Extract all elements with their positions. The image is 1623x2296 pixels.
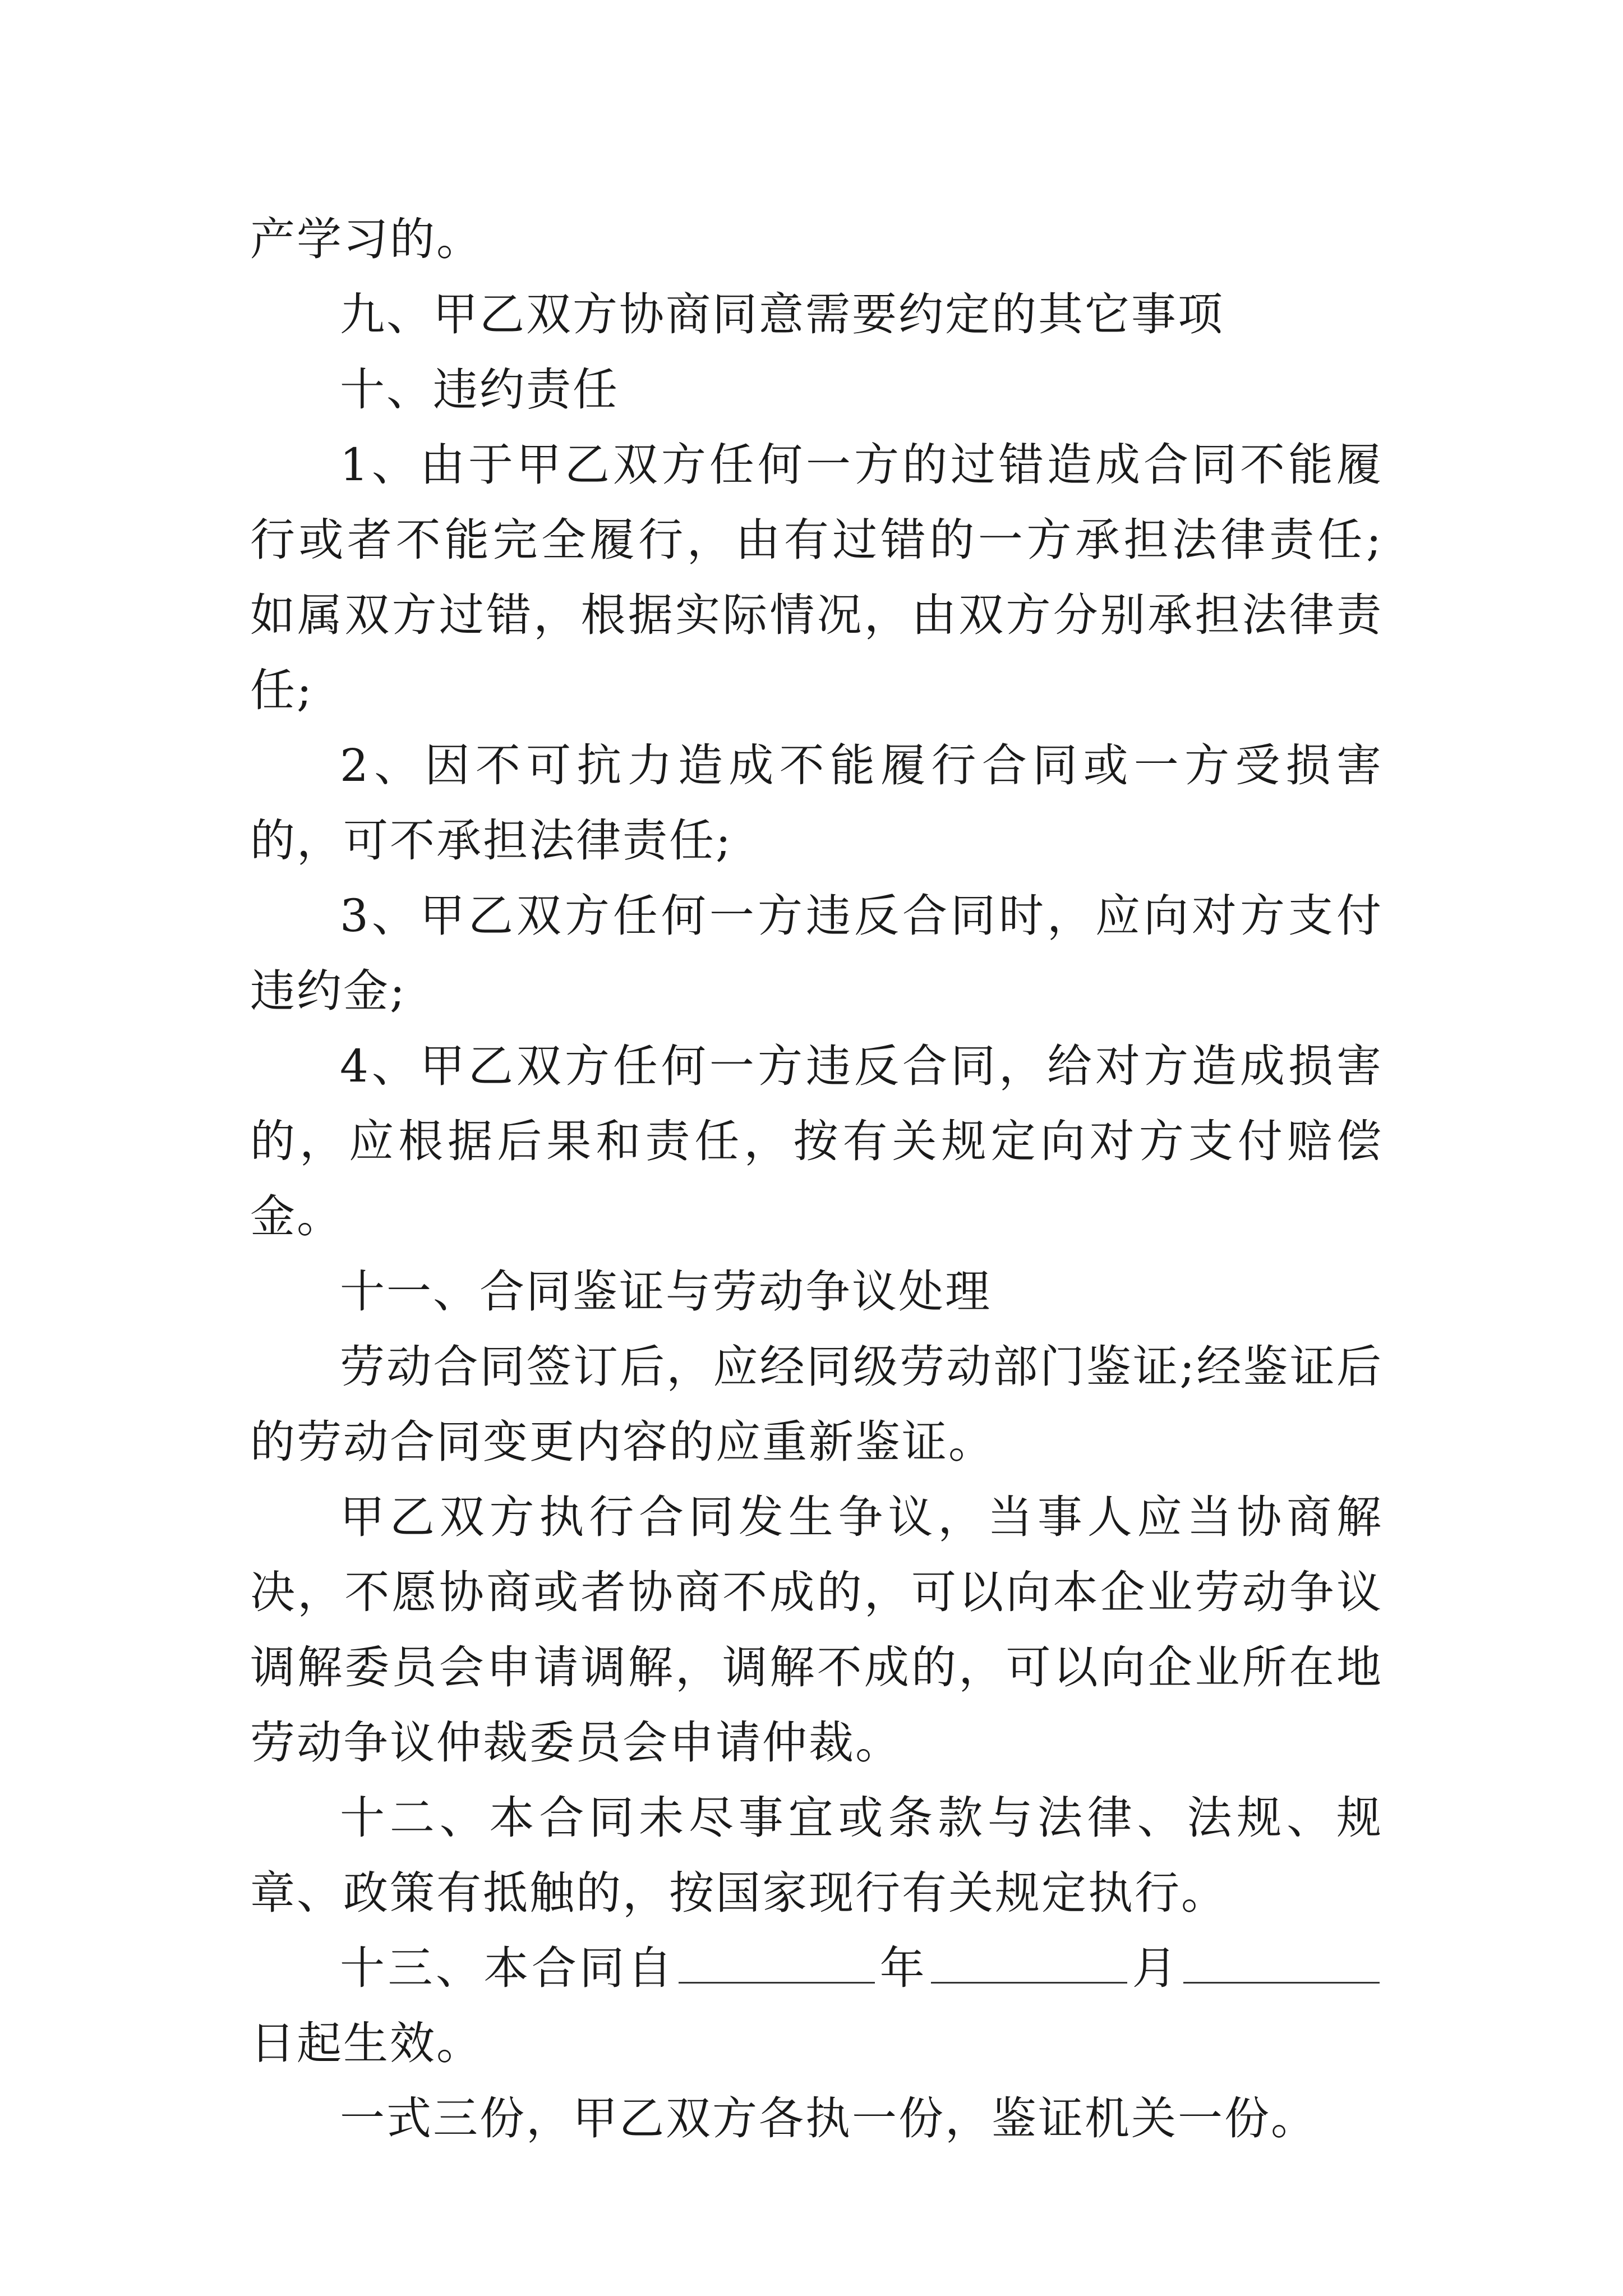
clause-10-item-4: 4、甲乙双方任何一方违反合同，给对方造成损害的，应根据后果和责任，按有关规定向对方支付赔偿金。 — [250, 1040, 1383, 1243]
day-label: 日 — [250, 2017, 297, 2069]
month-label: 月 — [1131, 1942, 1181, 1994]
clause-10-heading: 十、违约责任 — [340, 364, 619, 416]
clause-12: 十二、本合同未尽事宜或条款与法律、法规、规章、政策有抵触的，按国家现行有关规定执行。 — [250, 1792, 1383, 1919]
day-blank — [1183, 1935, 1380, 1984]
effective-date-prefix: 十三、本合同自 — [340, 1942, 676, 1994]
paragraph-continuation: 产学习的。 — [250, 213, 483, 265]
clause-10-item-1: 1、由于甲乙双方任何一方的过错造成合同不能履行或者不能完全履行，由有过错的一方承担法律责任;如属双方过错，根据实际情况，由双方分别承担法律责任; — [250, 439, 1383, 716]
month-blank — [931, 1935, 1127, 1984]
closing-copies-statement: 一式三份，甲乙双方各执一份，鉴证机关一份。 — [340, 2092, 1317, 2145]
clause-9-heading: 九、甲乙双方协商同意需要约定的其它事项 — [340, 288, 1224, 341]
year-blank — [679, 1935, 875, 1984]
effective-date-suffix: 起生效。 — [297, 2017, 483, 2069]
clause-11-paragraph-1: 劳动合同签订后，应经同级劳动部门鉴证;经鉴证后的劳动合同变更内容的应重新鉴证。 — [250, 1341, 1383, 1468]
year-label: 年 — [878, 1942, 928, 1994]
clause-13-effective-date — [250, 1931, 1383, 2081]
clause-10-item-2: 2、因不可抗力造成不能履行合同或一方受损害的，可不承担法律责任; — [250, 739, 1383, 867]
contract-body — [250, 202, 1383, 2156]
clause-11-paragraph-2: 甲乙双方执行合同发生争议，当事人应当协商解决，不愿协商或者协商不成的，可以向本企业劳动争议调解委员会申请调解，调解不成的，可以向企业所在地劳动争议仲裁委员会申请仲裁。 — [250, 1491, 1383, 1769]
clause-10-item-3: 3、甲乙双方任何一方违反合同时，应向对方支付违约金; — [250, 890, 1383, 1017]
clause-11-heading: 十一、合同鉴证与劳动争议处理 — [340, 1266, 992, 1318]
